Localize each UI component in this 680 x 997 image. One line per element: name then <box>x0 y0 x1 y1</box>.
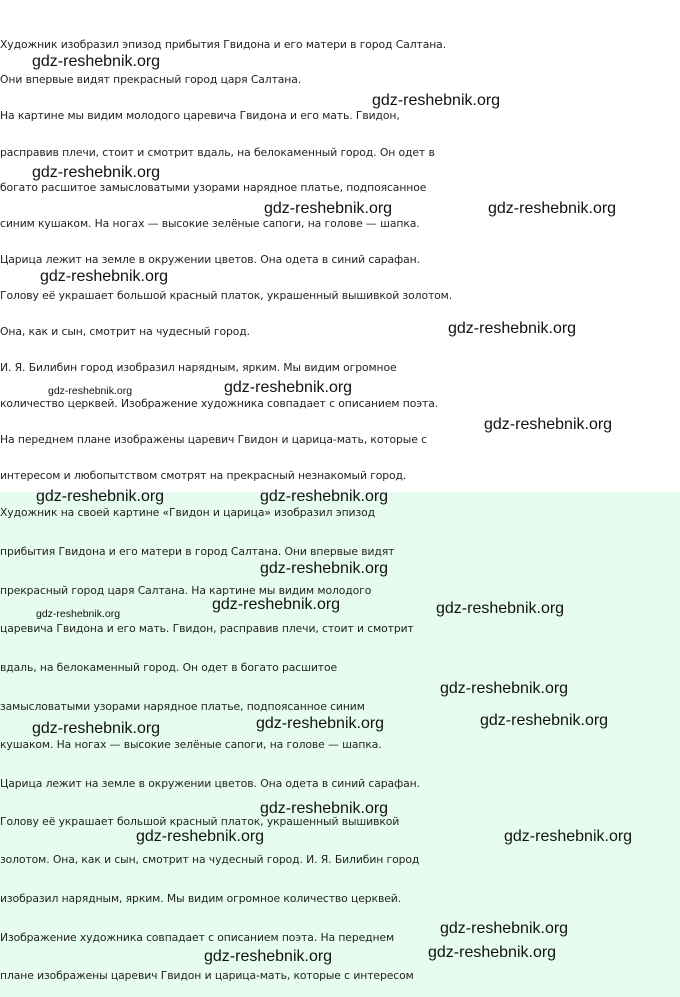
text-line: замысловатыми узорами нарядное платье, подпоясанное синим <box>0 700 365 713</box>
watermark: gdz-reshebnik.org <box>480 712 609 729</box>
watermark: gdz-reshebnik.org <box>32 720 161 737</box>
watermark: gdz-reshebnik.org <box>440 680 569 697</box>
text-line: На переднем плане изображены царевич Гвидон и царица-мать, которые с <box>0 433 427 446</box>
watermark: gdz-reshebnik.org <box>48 385 133 397</box>
text-line: прекрасный город царя Салтана. На картине мы видим молодого <box>0 584 372 597</box>
text-line: золотом. Она, как и сын, смотрит на чудесный город. И. Я. Билибин город <box>0 853 420 866</box>
text-line: Они впервые видят прекрасный город царя Салтана. <box>0 73 302 86</box>
watermark: gdz-reshebnik.org <box>436 600 565 617</box>
text-line: царевича Гвидона и его мать. Гвидон, расправив плечи, стоит и смотрит <box>0 622 414 635</box>
text-line: Художник изобразил эпизод прибытия Гвидона и его матери в город Салтана. <box>0 38 447 51</box>
text-line: интересом и любопытством смотрят на прекрасный незнакомый город. <box>0 469 407 482</box>
text-line: Изображение художника совпадает с описанием поэта. На переднем <box>0 931 395 944</box>
text-line: Царица лежит на земле в окружении цветов. Она одета в синий сарафан. <box>0 777 420 790</box>
watermark: gdz-reshebnik.org <box>40 268 169 285</box>
watermark: gdz-reshebnik.org <box>372 92 501 109</box>
watermark: gdz-reshebnik.org <box>260 800 389 817</box>
watermark: gdz-reshebnik.org <box>212 596 341 613</box>
watermark: gdz-reshebnik.org <box>488 200 617 217</box>
text-line: вдаль, на белокаменный город. Он одет в богато расшитое <box>0 661 338 674</box>
watermark: gdz-reshebnik.org <box>448 320 577 337</box>
watermark: gdz-reshebnik.org <box>256 715 385 732</box>
text-line: На картине мы видим молодого царевича Гвидона и его мать. Гвидон, <box>0 109 400 122</box>
watermark: gdz-reshebnik.org <box>264 200 393 217</box>
text-line: кушаком. На ногах — высокие зелёные сапоги, на голове — шапка. <box>0 738 382 751</box>
watermark: gdz-reshebnik.org <box>224 379 353 396</box>
watermark: gdz-reshebnik.org <box>32 164 161 181</box>
watermark: gdz-reshebnik.org <box>204 948 333 965</box>
text-line: синим кушаком. На ногах — высокие зелёные сапоги, на голове — шапка. <box>0 217 420 230</box>
text-line: Царица лежит на земле в окружении цветов. Она одета в синий сарафан. <box>0 253 420 266</box>
watermark: gdz-reshebnik.org <box>428 944 557 961</box>
watermark: gdz-reshebnik.org <box>260 560 389 577</box>
watermark: gdz-reshebnik.org <box>36 488 165 505</box>
watermark: gdz-reshebnik.org <box>32 53 161 70</box>
text-line: богато расшитое замысловатыми узорами нарядное платье, подпоясанное <box>0 181 427 194</box>
watermark: gdz-reshebnik.org <box>260 488 389 505</box>
text-line: И. Я. Билибин город изобразил нарядным, ярким. Мы видим огромное <box>0 361 397 374</box>
watermark: gdz-reshebnik.org <box>484 416 613 433</box>
text-line: плане изображены царевич Гвидон и царица-мать, которые с интересом <box>0 969 414 982</box>
text-line: Голову её украшает большой красный платок, украшенный вышивкой золотом. <box>0 289 453 302</box>
watermark: gdz-reshebnik.org <box>504 828 633 845</box>
text-line: Она, как и сын, смотрит на чудесный город. <box>0 325 250 338</box>
text-line: Голову её украшает большой красный платок, украшенный вышивкой <box>0 815 400 828</box>
watermark: gdz-reshebnik.org <box>136 828 265 845</box>
text-line: Художник на своей картине «Гвидон и царица» изобразил эпизод <box>0 506 375 519</box>
watermark: gdz-reshebnik.org <box>440 920 569 937</box>
watermark: gdz-reshebnik.org <box>36 608 121 620</box>
text-line: расправив плечи, стоит и смотрит вдаль, на белокаменный город. Он одет в <box>0 146 435 159</box>
text-line: изобразил нарядным, ярким. Мы видим огромное количество церквей. <box>0 892 402 905</box>
text-line: прибытия Гвидона и его матери в город Салтана. Они впервые видят <box>0 545 395 558</box>
text-line: количество церквей. Изображение художника совпадает с описанием поэта. <box>0 397 439 410</box>
